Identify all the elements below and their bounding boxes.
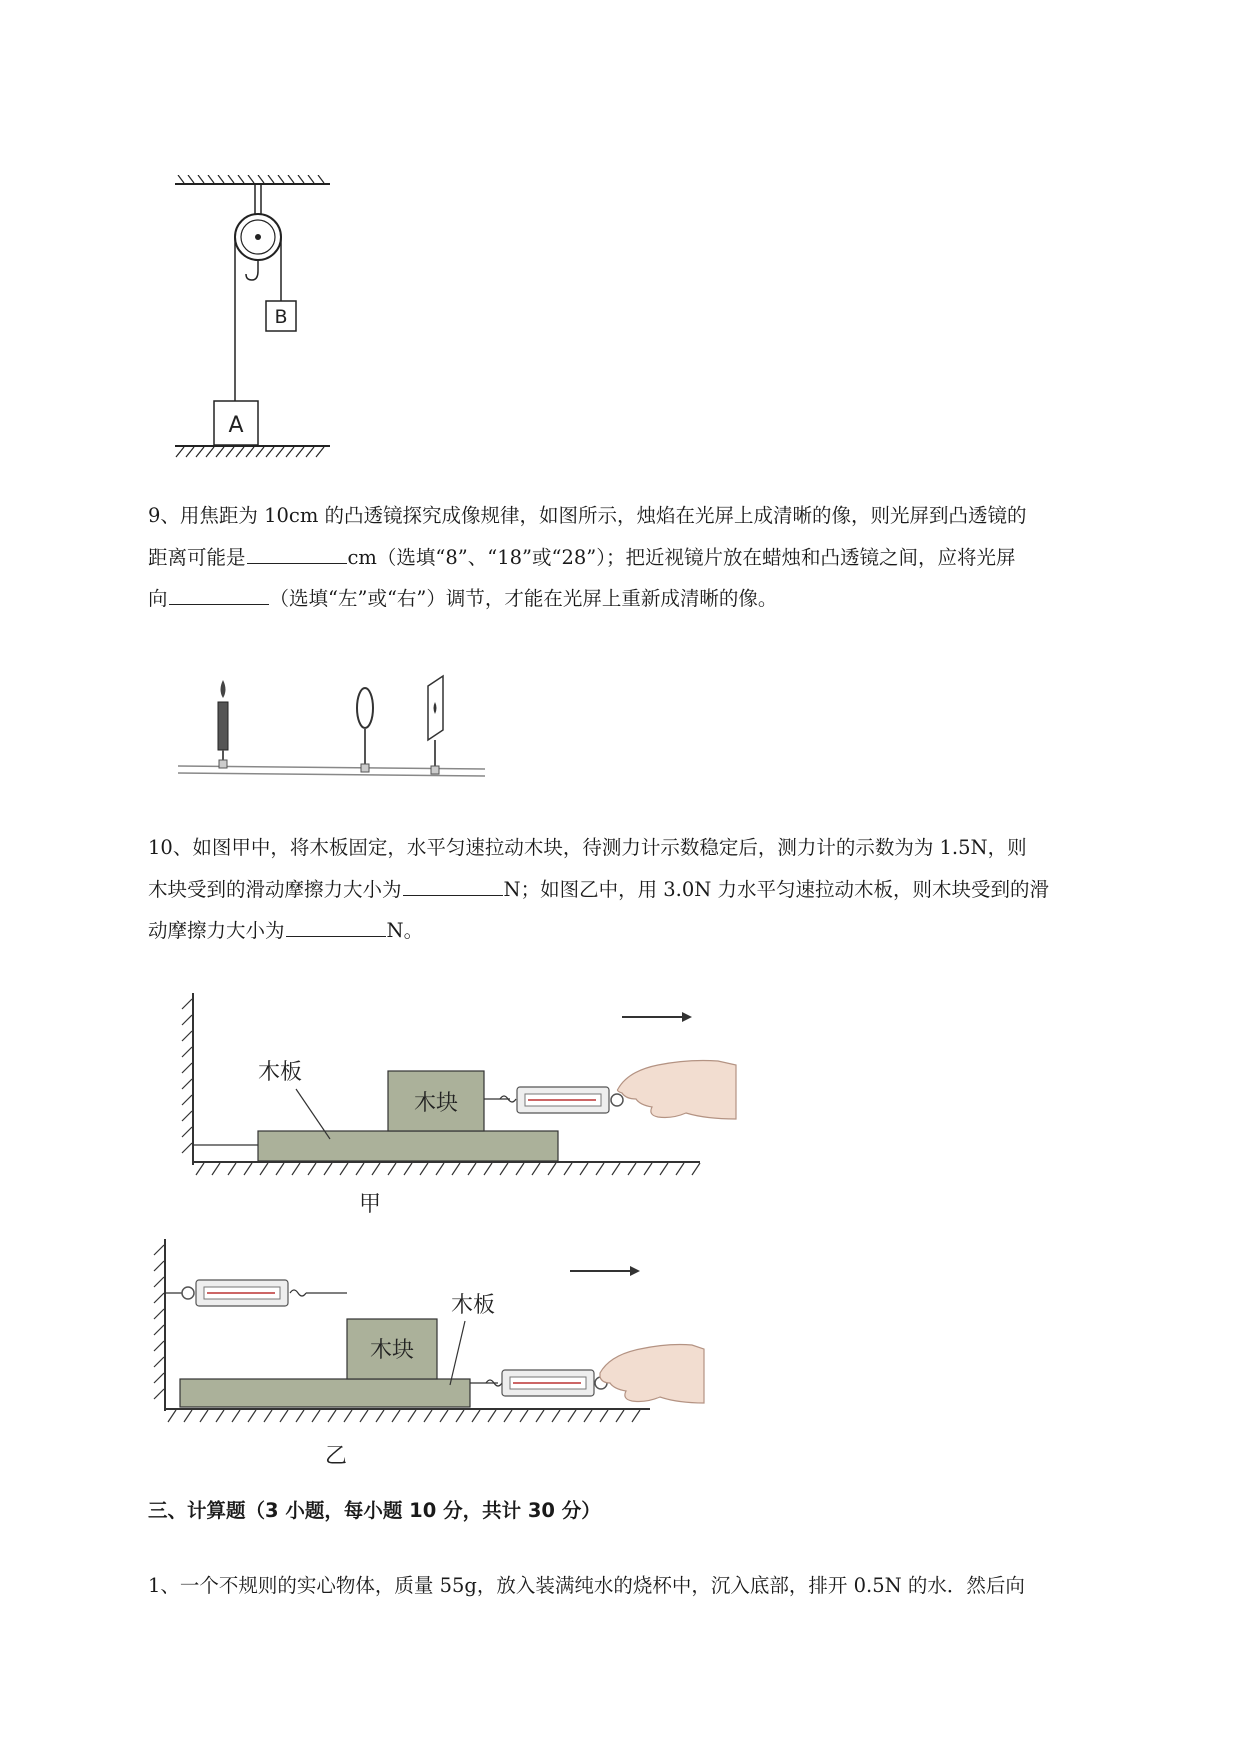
candle-flame xyxy=(221,680,226,698)
q10-line-3-suffix: N。 xyxy=(386,919,424,942)
q9-answer-blank-2[interactable] xyxy=(169,586,269,605)
section-3-heading: 三、计算题（3 小题，每小题 10 分，共计 30 分） xyxy=(148,1499,601,1522)
pulley-figure xyxy=(170,175,340,475)
convex-lens xyxy=(357,688,373,728)
friction-figure-yi xyxy=(140,1235,780,1470)
caption-yi: 乙 xyxy=(324,1444,348,1469)
q10-line-2 xyxy=(148,877,1049,902)
calc-q1-line-1: 1、一个不规则的实心物体，质量 55g，放入装满纯水的烧杯中，沉入底部，排开 0.5N 的水．然后向 xyxy=(148,1574,1025,1597)
q9-line-2 xyxy=(148,545,1016,570)
q10-answer-blank-2[interactable] xyxy=(286,918,386,937)
q10-line-3 xyxy=(148,918,423,943)
board-label-yi: 木板 xyxy=(450,1293,496,1318)
q9-line-2-suffix: cm（选填“8”、“18”或“28”）；把近视镜片放在蜡烛和凸透镜之间，应将光屏 xyxy=(347,546,1016,569)
q9-line-1: 9、用焦距为 10cm 的凸透镜探究成像规律，如图所示，烛焰在光屏上成清晰的像，则光屏到凸透镜的 xyxy=(148,504,1027,527)
caption-jia: 甲 xyxy=(358,1192,382,1215)
q10-line-2-suffix: N；如图乙中，用 3.0N 力水平匀速拉动木板，则木块受到的滑 xyxy=(503,878,1050,901)
q10-line-2-prefix: 木块受到的滑动摩擦力大小为 xyxy=(148,878,402,901)
q10-line-3-prefix: 动摩擦力大小为 xyxy=(148,919,285,942)
block-label-yi: 木块 xyxy=(369,1338,415,1363)
q9-line-3-suffix: （选填“左”或“右”）调节，才能在光屏上重新成清晰的像。 xyxy=(269,587,778,610)
q9-line-3-prefix: 向 xyxy=(148,587,168,610)
block-label-jia: 木块 xyxy=(413,1091,459,1116)
hand-icon-yi xyxy=(600,1345,704,1404)
block-b-label: B xyxy=(274,306,288,328)
friction-figure-jia xyxy=(160,985,800,1215)
candle xyxy=(218,702,228,750)
q9-answer-blank-1[interactable] xyxy=(247,545,347,564)
wood-board xyxy=(180,1379,470,1407)
q10-answer-blank-1[interactable] xyxy=(403,877,503,896)
q10-line-1: 10、如图甲中，将木板固定，水平匀速拉动木块，待测力计示数稳定后，测力计的示数为为 1.5N，则 xyxy=(148,836,1027,859)
wood-board xyxy=(258,1131,558,1161)
optical-bench-figure xyxy=(175,668,495,788)
block-a-label: A xyxy=(228,413,244,438)
hand-icon-jia xyxy=(618,1061,737,1120)
q9-line-3 xyxy=(148,586,777,611)
board-label-jia: 木板 xyxy=(257,1060,303,1085)
q9-line-2-prefix: 距离可能是 xyxy=(148,546,246,569)
